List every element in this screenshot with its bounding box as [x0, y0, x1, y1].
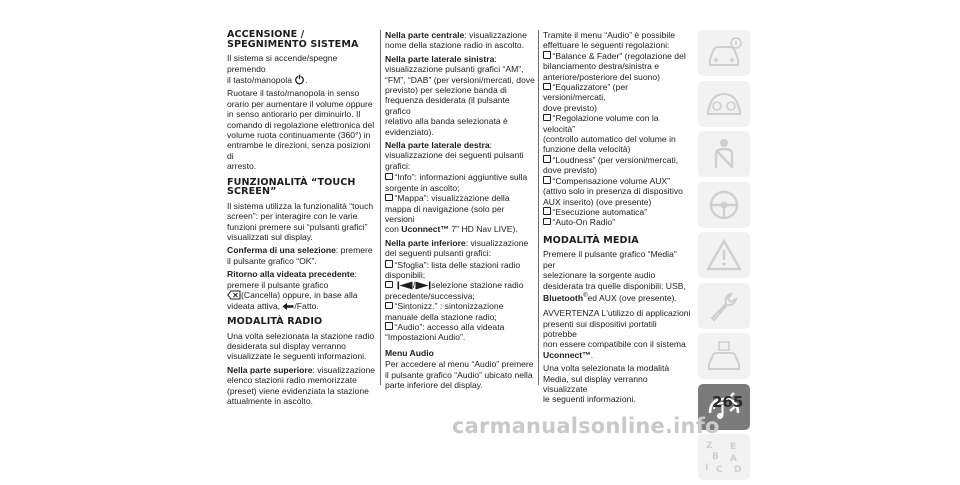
list-item: “Info”: informazioni aggiuntive sulla sorgente in ascolto; [385, 172, 528, 193]
page-number: 265 [712, 393, 744, 411]
checkbox-bullet-icon [385, 302, 393, 310]
paragraph-top-area: Nella parte superiore: visualizzazione elenco stazioni radio memorizzate (preset) viene evidenziata la stazione attualmente in ascolto. [227, 364, 376, 406]
list-item: “Esecuzione automatica” [543, 207, 691, 217]
paragraph-confirm: Conferma di una selezione: premere il pulsante grafico “OK”. [227, 245, 373, 266]
back-arrow-icon [282, 302, 294, 311]
seatbelt-icon [704, 136, 744, 172]
next-track-icon [415, 281, 431, 290]
tile-seatbelt[interactable] [698, 131, 750, 177]
paragraph-warning: AVVERTENZA L'utilizzo di applicazioni presenti sui dispositivi portatili potrebbe non essere compatibile con il sistema Uconnect™. [543, 308, 691, 360]
service-wrench-icon [704, 288, 744, 324]
list-item: “Sintonizz.” : sintonizzazione manuale della stazione radio; [385, 301, 504, 322]
alphabet-index-icon [704, 439, 744, 475]
list-item: “Audio”: accesso alla videata “Impostazioni Audio”. [385, 321, 505, 343]
checkbox-bullet-icon [543, 51, 551, 59]
heading-radio: MODALITÀ RADIO [227, 315, 323, 327]
car-specs-icon [704, 338, 744, 374]
previous-track-icon [397, 281, 413, 290]
paragraph-bottom-area: Nella parte inferiore: visualizzazione dei seguenti pulsanti grafici: [385, 237, 529, 259]
list-item: “Auto-On Radio” [543, 217, 691, 227]
heading-touch-screen: FUNZIONALITÀ “TOUCH SCREEN” [227, 176, 356, 198]
paragraph-menu-audio: Per accedere al menu “Audio” premere il pulsante grafico “Audio” ubicato nella parte inferiore del display. [385, 359, 534, 390]
delete-key-icon [227, 290, 241, 300]
paragraph-back: Ritorno alla videata precedente: premere il pulsante grafico (Cancella) oppure, in base alla videata attiva, /Fatto. [227, 269, 358, 311]
paragraph-touch: Il sistema utilizza la funzionalità “touch screen”: per interagire con le varie funzioni premere sui “pulsanti grafici” visualizzati sul display. [227, 200, 374, 243]
car-info-icon [704, 35, 744, 71]
column-divider-2 [538, 30, 539, 385]
tile-car-info[interactable] [698, 30, 750, 76]
column-2 [385, 30, 536, 393]
column-3 [543, 30, 691, 408]
heading-media: MODALITÀ MEDIA [543, 234, 639, 246]
tile-specs[interactable] [698, 333, 750, 379]
tile-steering[interactable] [698, 182, 750, 228]
tile-warning[interactable] [698, 232, 750, 278]
list-item: “Compensazione volume AUX” (attivo solo in presenza di dispositivo AUX inserito) (ove presente) [543, 175, 683, 207]
list-item: “Mappa”: visualizzazione della mappa di navigazione (solo per versioni con Uconnect™ 7” HD Nav LIVE). [385, 193, 518, 235]
checkbox-bullet-icon [543, 83, 551, 91]
subheading-menu-audio: Menu Audio [385, 347, 434, 358]
list-item: “Loudness” (per versioni/mercati, dove previsto) [543, 154, 679, 176]
paragraph-audio-settings: Tramite il menu “Audio” è possibile effettuare le seguenti regolazioni: [543, 30, 675, 51]
warning-triangle-icon [704, 237, 744, 273]
checkbox-bullet-icon [543, 218, 551, 226]
index-letter: C [716, 465, 723, 475]
column-1 [227, 30, 378, 409]
column-divider-1 [380, 30, 381, 385]
checkbox-bullet-icon [543, 114, 551, 122]
index-letter: E [730, 442, 737, 452]
list-item: “Sfoglia”: lista delle stazioni radio disponibili; [385, 259, 521, 280]
index-letter: I [705, 463, 709, 473]
paragraph-center-area: Nella parte centrale: visualizzazione nome della stazione radio in ascolto. [385, 30, 527, 51]
paragraph-radio: Una volta selezionata la stazione radio desiderata sul display verranno visualizzate le seguenti informazioni. [227, 330, 375, 362]
paragraph-media-info: Una volta selezionata la modalità Media, sul display verranno visualizzate le seguenti informazioni. [543, 363, 670, 405]
checkbox-bullet-icon [385, 173, 393, 181]
index-letter: A [730, 454, 737, 464]
dashboard-icon [704, 86, 744, 122]
checkbox-bullet-icon [543, 207, 551, 215]
index-letter: B [712, 452, 719, 462]
paragraph-media: Premere il pulsante grafico “Media” per selezionare la sorgente audio desiderata tra quelle disponibili: USB, Bluetooth®ed AUX (ove presente). [543, 249, 686, 303]
checkbox-bullet-icon [543, 176, 551, 184]
checkbox-bullet-icon [385, 194, 393, 202]
tile-dashboard[interactable] [698, 81, 750, 127]
index-letter: Z [706, 441, 713, 451]
checkbox-bullet-icon [543, 155, 551, 163]
watermark: carmanualsonline.info [452, 414, 720, 438]
checkbox-bullet-icon [385, 260, 393, 268]
steering-wheel-icon [704, 187, 744, 223]
list-item: “Balance & Fader” (regolazione del bilanciamento destra/sinistra e anteriore/posteriore del suono) [543, 50, 686, 82]
checkbox-bullet-icon [385, 281, 393, 289]
tile-index[interactable] [698, 434, 750, 480]
list-item: “Regolazione volume con la velocità” (controllo automatico del volume in funzione della velocità) [543, 113, 676, 155]
tile-service[interactable] [698, 283, 750, 329]
paragraph-right-area: Nella parte laterale destra: visualizzazione dei seguenti pulsanti grafici: [385, 140, 524, 171]
list-item: “Equalizzatore” (per versioni/mercati, dove previsto) [543, 82, 628, 113]
paragraph-power: Il sistema si accende/spegne premendo il tasto/manopola . [227, 53, 338, 85]
index-letter: D [734, 465, 742, 475]
power-knob-icon [294, 74, 305, 85]
checkbox-bullet-icon [385, 322, 393, 330]
heading-accensione: ACCENSIONE / SPEGNIMENTO SISTEMA [227, 29, 359, 50]
paragraph-volume: Ruotare il tasto/manopola in senso orario per aumentare il volume oppure in senso antiorario per diminuirlo. Il comando di regolazione elettronica del volume ruota continuamente (360°) in entrambe le direzioni, senza posizioni di arresto. [227, 88, 375, 172]
paragraph-left-area: Nella parte laterale sinistra: visualizzazione pulsanti grafici “AM”, “FM”, “DAB” (per versioni/mercati, dove previsto) per selezione banda di frequenza desiderata (il pulsante grafico relativo alla banda selezionata è evidenziato). [385, 53, 535, 137]
list-item: / selezione stazione radio precedente/successiva; [385, 280, 524, 301]
